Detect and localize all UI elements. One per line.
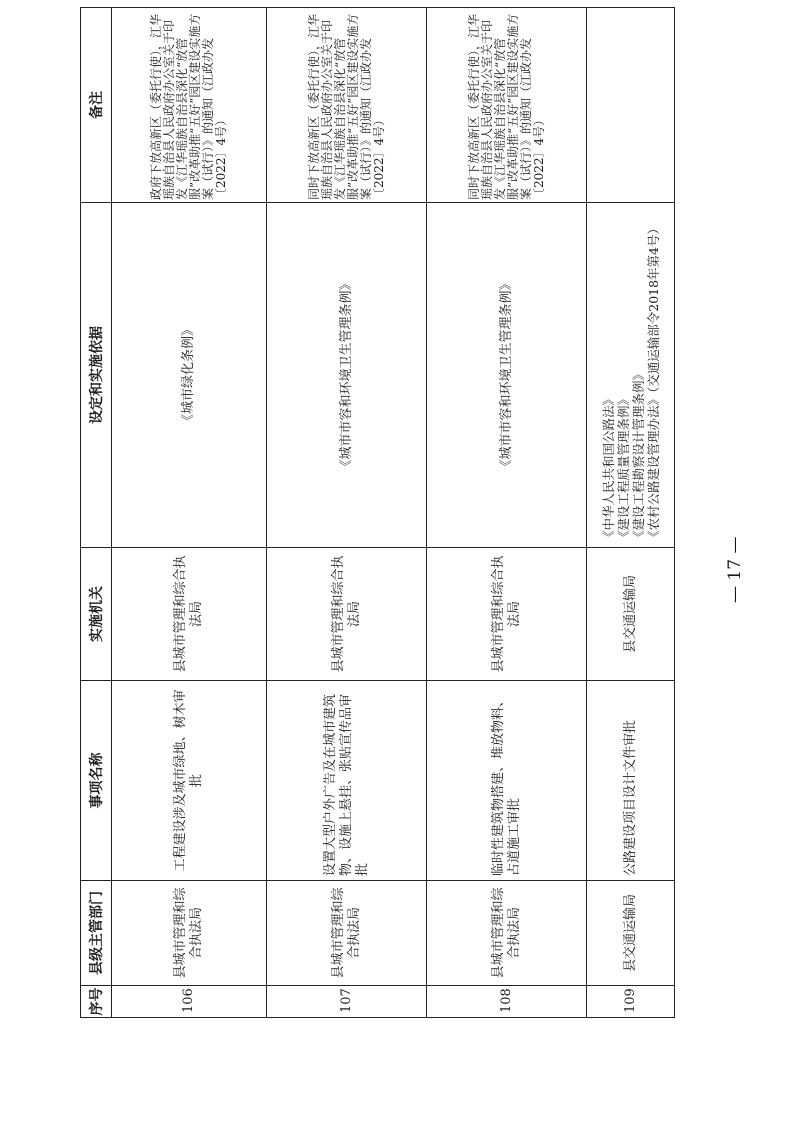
cell-department: 县城市管理和综合执法局 xyxy=(427,881,587,986)
table-header-row xyxy=(81,8,112,1018)
cell-implementing-agency: 县城市管理和综合执法局 xyxy=(112,548,267,681)
cell-serial-number: 106 xyxy=(112,986,267,1018)
table-row xyxy=(112,8,267,1018)
approval-items-table xyxy=(80,7,675,1018)
header-remarks: 备注 xyxy=(81,8,112,203)
header-item-name: 事项名称 xyxy=(81,681,112,881)
cell-serial-number: 109 xyxy=(587,986,675,1018)
cell-remarks: 同时下放高新区（委托行使），江华瑶族自治县人民政府办公室关于印发《江华瑶族自治县深化“放管服”改革助推“五好”园区建设实施方案（试行）》的通知（江政办发〔2022〕4号） xyxy=(427,8,587,203)
page-number: — 17 — xyxy=(725,536,745,604)
cell-department: 县交通运输局 xyxy=(587,881,675,986)
cell-item-name: 工程建设涉及城市绿地、树木审批 xyxy=(112,681,267,881)
cell-serial-number: 107 xyxy=(267,986,427,1018)
header-serial-number: 序号 xyxy=(81,986,112,1018)
cell-implementing-agency: 县交通运输局 xyxy=(587,548,675,681)
cell-remarks: 政府下放高新区（委托行使），江华瑶族自治县人民政府办公室关于印发《江华瑶族自治县深化“放管服”改革助推“五好”园区建设实施方案（试行）》的通知（江政办发〔2022〕4号） xyxy=(112,8,267,203)
basis-line: 《建设工程质量管理条例》 xyxy=(615,392,631,543)
cell-item-name: 公路建设项目设计文件审批 xyxy=(587,681,675,881)
basis-line: 《中华人民共和国公路法》 xyxy=(600,392,616,543)
cell-implementing-agency: 县城市管理和综合执法局 xyxy=(427,548,587,681)
table-row xyxy=(587,8,675,1018)
cell-legal-basis: 《城市绿化条例》 xyxy=(112,203,267,548)
cell-implementing-agency: 县城市管理和综合执法局 xyxy=(267,548,427,681)
cell-item-name: 临时性建筑物搭建、堆放物料、占道施工审批 xyxy=(427,681,587,881)
cell-legal-basis: 《城市市容和环境卫生管理条例》 xyxy=(267,203,427,548)
header-legal-basis: 设定和实施依据 xyxy=(81,203,112,548)
cell-serial-number: 108 xyxy=(427,986,587,1018)
cell-item-name: 设置大型户外广告及在城市建筑物、设施上悬挂、张贴宣传品审批 xyxy=(267,681,427,881)
cell-department: 县城市管理和综合执法局 xyxy=(112,881,267,986)
basis-line: 《农村公路建设管理办法》（交通运输部令2018年第4号） xyxy=(645,221,661,543)
cell-department: 县城市管理和综合执法局 xyxy=(267,881,427,986)
cell-legal-basis: 《城市市容和环境卫生管理条例》 xyxy=(427,203,587,548)
cell-remarks: 同时下放高新区（委托行使），江华瑶族自治县人民政府办公室关于印发《江华瑶族自治县深化“放管服”改革助推“五好”园区建设实施方案（试行）》的通知（江政办发〔2022〕4号） xyxy=(267,8,427,203)
rotated-table-container xyxy=(80,8,675,1018)
header-implementing-agency: 实施机关 xyxy=(81,548,112,681)
basis-line: 《建设工程勘察设计管理条例》 xyxy=(630,367,646,543)
header-department: 县级主管部门 xyxy=(81,881,112,986)
cell-remarks xyxy=(587,8,675,203)
table-row xyxy=(427,8,587,1018)
table-row xyxy=(267,8,427,1018)
cell-legal-basis xyxy=(587,203,675,548)
